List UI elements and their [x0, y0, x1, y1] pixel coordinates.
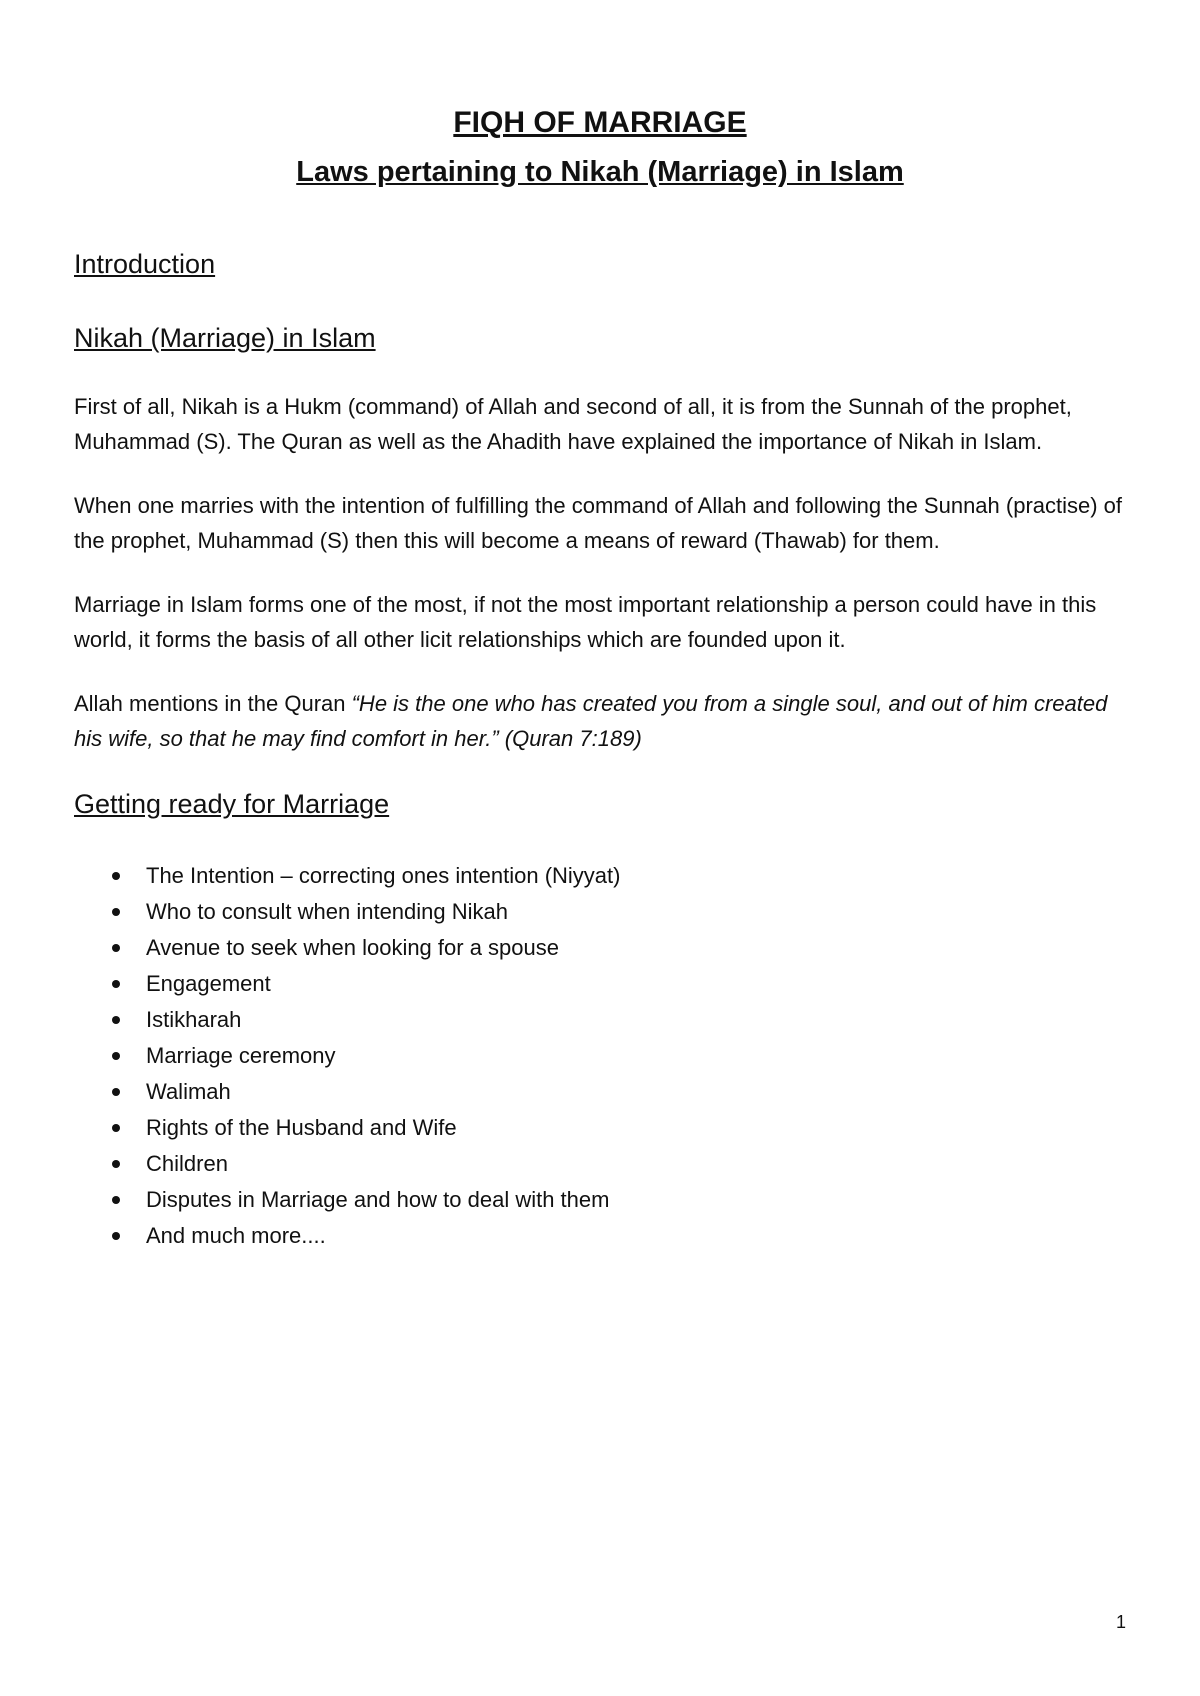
list-item [74, 858, 1134, 894]
introduction-heading: Introduction [74, 249, 216, 279]
list-item-text: Who to consult when intending Nikah [146, 899, 508, 924]
document-title: FIQH OF MARRIAGE [453, 106, 747, 139]
list-item-text: The Intention – correcting ones intention (Niyyat) [146, 863, 621, 888]
getting-ready-heading: Getting ready for Marriage [74, 789, 390, 819]
list-item-text: Marriage ceremony [146, 1043, 336, 1068]
quran-quote: “He is the one who has created you from a single soul, and out of him created his wife, so that he may find comfort in her.” (Quran 7:189) [74, 691, 1108, 751]
paragraph-4 [74, 687, 1134, 756]
list-item [74, 930, 1134, 966]
list-item [74, 966, 1134, 1002]
list-item-text: Istikharah [146, 1007, 242, 1032]
bullet-icon [112, 1016, 120, 1024]
list-item [74, 1146, 1134, 1182]
bullet-icon [112, 1232, 120, 1240]
list-item [74, 1038, 1134, 1074]
document-subtitle: Laws pertaining to Nikah (Marriage) in Islam [296, 156, 904, 188]
bullet-icon [112, 1160, 120, 1168]
list-item [74, 1182, 1134, 1218]
list-item [74, 1074, 1134, 1110]
bullet-icon [112, 872, 120, 880]
list-item-text: Avenue to seek when looking for a spouse [146, 935, 559, 960]
list-item-text: Engagement [146, 971, 271, 996]
page-number: 1 [1115, 1612, 1126, 1632]
bullet-icon [112, 944, 120, 952]
list-item-text: Rights of the Husband and Wife [146, 1115, 457, 1140]
bullet-icon [112, 1196, 120, 1204]
list-item-text: Children [146, 1151, 228, 1176]
paragraph-4-intro: Allah mentions in the Quran [74, 691, 352, 716]
nikah-heading: Nikah (Marriage) in Islam [74, 323, 376, 353]
list-item-text: And much more.... [146, 1223, 326, 1248]
paragraph-2: When one marries with the intention of fulfilling the command of Allah and following the Sunnah (practise) of the prophet, Muhammad (S) then this will become a means of reward (Thawab) for them. [74, 493, 1123, 553]
bullet-icon [112, 980, 120, 988]
list-item [74, 1002, 1134, 1038]
bullet-icon [112, 1088, 120, 1096]
paragraph-3: Marriage in Islam forms one of the most, if not the most important relationship a person could have in this world, it forms the basis of all other licit relationships which are founded upon it. [74, 592, 1097, 652]
list-item [74, 1218, 1134, 1254]
list-item-text: Disputes in Marriage and how to deal with them [146, 1187, 610, 1212]
list-item [74, 1110, 1134, 1146]
bullet-icon [112, 1124, 120, 1132]
bullet-icon [112, 908, 120, 916]
list-item [74, 894, 1134, 930]
paragraph-1: First of all, Nikah is a Hukm (command) of Allah and second of all, it is from the Sunnah of the prophet, Muhammad (S). The Quran as well as the Ahadith have explained the importance of Nikah in Islam. [74, 394, 1072, 454]
title-block [0, 100, 1200, 198]
topics-list [74, 858, 1134, 1254]
list-item-text: Walimah [146, 1079, 231, 1104]
bullet-icon [112, 1052, 120, 1060]
document-body [74, 246, 1134, 1254]
